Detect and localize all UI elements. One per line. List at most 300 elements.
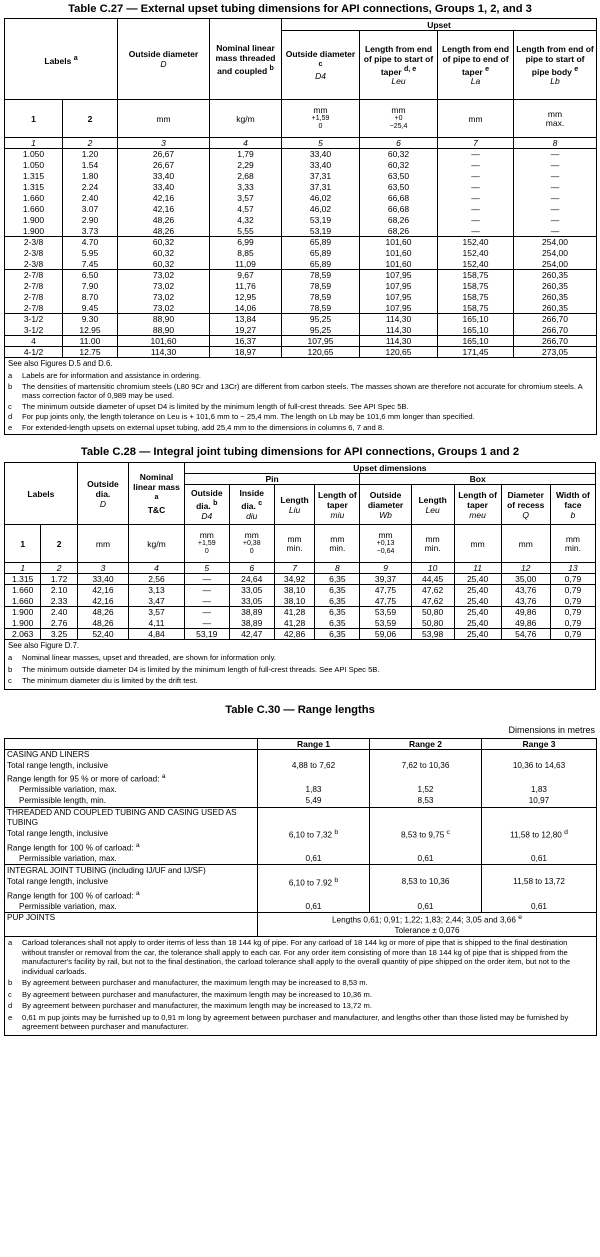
header-upset: Upset [282, 19, 597, 31]
row-label: Total range length, inclusive [5, 760, 258, 771]
table-row [5, 160, 597, 171]
table-cell: 152,40 [438, 237, 514, 248]
table-cell: 158,75 [438, 292, 514, 303]
table-cell [482, 807, 597, 828]
table-cell: 2.76 [41, 618, 77, 629]
table-cell [258, 865, 370, 876]
footnote-text: Labels are for information and assistance in ordering. [22, 371, 201, 380]
table-cell: 0,79 [550, 596, 595, 607]
table-cell: 266,70 [514, 336, 597, 347]
table-row [5, 585, 596, 596]
column-number: 5 [282, 138, 360, 149]
table-cell: — [514, 171, 597, 182]
table-row [5, 248, 597, 259]
table-cell: 3,13 [129, 585, 185, 596]
table-cell: 3-1/2 [5, 314, 63, 325]
table-cell: 66,68 [360, 204, 438, 215]
table-row [5, 149, 597, 160]
table-cell: 1,52 [370, 785, 482, 796]
table-cell: 53,59 [360, 618, 411, 629]
table-row [5, 303, 597, 314]
table-cell: 273,05 [514, 347, 597, 358]
table-cell: — [184, 618, 229, 629]
column-number: 4 [129, 563, 185, 574]
table-c30-footnotes [5, 937, 597, 1036]
table-cell: 4,88 to 7,62 [258, 760, 370, 771]
footnote [8, 978, 593, 988]
header-range-1: Range 1 [258, 738, 370, 749]
table-cell: 254,00 [514, 248, 597, 259]
table-cell: 53,19 [282, 226, 360, 237]
table-cell: 3,57 [129, 607, 185, 618]
table-cell: 260,35 [514, 303, 597, 314]
table-cell: 14,06 [210, 303, 282, 314]
table-cell: 114,30 [360, 325, 438, 336]
table-cell: 33,40 [282, 160, 360, 171]
table-cell: 0,79 [550, 574, 595, 585]
footnote [8, 1013, 593, 1032]
pup-joints-values: Lengths 0,61; 0,91; 1,22; 1,83; 2,44; 3,05 and 3,66 $^e$ Tolerance ± 0,076 [258, 913, 597, 937]
table-cell [370, 772, 482, 785]
footnote-text: The minimum outside diameter D4 is limited by the minimum length of full-crest threads. See API Spec 5B. [22, 664, 380, 674]
table-cell: 68,26 [360, 215, 438, 226]
table-cell: 4-1/2 [5, 347, 63, 358]
table-cell: 1.315 [5, 182, 63, 193]
table-cell: 107,95 [360, 281, 438, 292]
column-number: 13 [550, 563, 595, 574]
table-cell: 2-7/8 [5, 270, 63, 281]
table-cell: 60,32 [118, 259, 210, 270]
table-cell: 0,79 [550, 585, 595, 596]
table-row [5, 596, 596, 607]
footnote [8, 1001, 593, 1011]
table-row [5, 237, 597, 248]
table-cell: 26,67 [118, 160, 210, 171]
table-cell: 3,57 [210, 193, 282, 204]
table-cell: 41,28 [274, 607, 315, 618]
column-number: 7 [274, 563, 315, 574]
see-also: See also Figure D.7. [8, 641, 80, 650]
header-lb: Length from end of pipe to start of pipe body $^e$ Lb [514, 31, 597, 100]
table-cell [370, 807, 482, 828]
table-cell: 60,32 [360, 149, 438, 160]
table-row [5, 314, 597, 325]
table-cell [370, 865, 482, 876]
table-row [5, 193, 597, 204]
footnote [8, 371, 593, 381]
table-cell: 11,76 [210, 281, 282, 292]
unit-col10: mm min. [411, 525, 454, 563]
table-cell: 1.660 [5, 596, 41, 607]
header-range-2: Range 2 [370, 738, 482, 749]
table-cell: 78,59 [282, 303, 360, 314]
header-leu: Length from end of pipe to start of taper $^{d, e}$ Leu [360, 31, 438, 100]
table-row [5, 841, 597, 854]
table-cell: 25,40 [454, 618, 501, 629]
table-cell: 34,92 [274, 574, 315, 585]
column-number: 6 [360, 138, 438, 149]
column-number: 8 [315, 563, 360, 574]
table-cell: 78,59 [282, 292, 360, 303]
footnote-text: For pup joints only, the length tolerance on Leu is + 101,6 mm to − 25,4 mm. The length on Lb may be 101,6 mm longer than specified. [22, 412, 475, 421]
table-cell: 114,30 [360, 336, 438, 347]
table-cell: — [438, 149, 514, 160]
footnote-text: The minimum diameter diu is limited by the drift test. [22, 676, 198, 685]
header-upset-dimensions: Upset dimensions [184, 463, 595, 474]
table-cell [370, 749, 482, 760]
row-label: Total range length, inclusive [5, 828, 258, 841]
table-cell: — [438, 182, 514, 193]
table-cell: 11.00 [63, 336, 118, 347]
table-cell: 8,53 to 10,36 [370, 876, 482, 889]
unit-mm: mm [77, 525, 128, 563]
table-cell: 43,76 [501, 596, 550, 607]
footnote-text: By agreement between purchaser and manufacturer, the maximum length may be increased to 13,72 m. [22, 1001, 372, 1011]
table-cell: 1.315 [5, 171, 63, 182]
row-label: Range length for 100 % of carload: $^a$ [5, 889, 258, 902]
table-cell: 0,61 [370, 902, 482, 913]
table-cell: 0,61 [482, 902, 597, 913]
unit-leu: mm +0 −25,4 [360, 100, 438, 138]
table-cell: 42,47 [229, 629, 274, 640]
table-cell: 6,10 to 7,32 $^b$ [258, 828, 370, 841]
table-row [5, 336, 597, 347]
table-cell: 3.25 [41, 629, 77, 640]
row-label: Range length for 100 % of carload: $^a$ [5, 841, 258, 854]
footnote [8, 402, 593, 412]
table-cell: — [184, 596, 229, 607]
table-cell: 12.95 [63, 325, 118, 336]
table-cell: 1.315 [5, 574, 41, 585]
table-cell: 65,89 [282, 237, 360, 248]
table-cell: 152,40 [438, 259, 514, 270]
table-cell: 0,79 [550, 607, 595, 618]
table-cell: 12.75 [63, 347, 118, 358]
table-cell: — [184, 585, 229, 596]
table-cell: 42,16 [77, 596, 128, 607]
table-cell: 1.80 [63, 171, 118, 182]
footnote [8, 665, 592, 675]
table-row [5, 226, 597, 237]
table-row [5, 785, 597, 796]
unit-col6: mm +0,38 0 [229, 525, 274, 563]
table-row [5, 270, 597, 281]
header-pin-od: Outside dia. $^b$ D4 [184, 485, 229, 525]
table-row [5, 629, 596, 640]
table-cell: 9.45 [63, 303, 118, 314]
table-cell: 254,00 [514, 259, 597, 270]
table-cell: 101,60 [360, 259, 438, 270]
footnote-marker: d [8, 1001, 13, 1011]
footnote-text: For extended-length upsets on external upset tubing, add 25,4 mm to the dimensions in columns 6, 7 and 8. [22, 422, 385, 432]
table-cell: 38,10 [274, 585, 315, 596]
column-number: 4 [210, 138, 282, 149]
table-cell: 1.660 [5, 204, 63, 215]
table-cell: 8,53 to 9,75 $^c$ [370, 828, 482, 841]
table-cell: 6.50 [63, 270, 118, 281]
column-number: 10 [411, 563, 454, 574]
row-label: Permissible length, min. [5, 796, 258, 807]
table-cell: 152,40 [438, 248, 514, 259]
table-cell: 88,90 [118, 314, 210, 325]
row-label: Permissible variation, max. [5, 902, 258, 913]
table-cell: 1.050 [5, 149, 63, 160]
table-row [5, 807, 597, 828]
footnote [8, 412, 593, 422]
table-cell: 1.660 [5, 193, 63, 204]
table-cell: 11,09 [210, 259, 282, 270]
table-cell: 10,36 to 14,63 [482, 760, 597, 771]
row-label: INTEGRAL JOINT TUBING (including IJ/UF and IJ/SF) [5, 865, 258, 876]
table-cell: 6,99 [210, 237, 282, 248]
table-cell: 60,32 [118, 237, 210, 248]
table-row [5, 876, 597, 889]
row-label: CASING AND LINERS [5, 749, 258, 760]
table-cell: 95,25 [282, 314, 360, 325]
table-row [5, 607, 596, 618]
table-c30-title: Table C.30 — Range lengths [225, 703, 375, 716]
table-cell: — [184, 574, 229, 585]
table-cell: 19,27 [210, 325, 282, 336]
table-cell: 59,06 [360, 629, 411, 640]
column-number: 5 [184, 563, 229, 574]
table-cell: — [438, 171, 514, 182]
table-cell: 1.900 [5, 226, 63, 237]
table-cell: — [438, 193, 514, 204]
table-cell: 107,95 [282, 336, 360, 347]
unit-col8: mm min. [315, 525, 360, 563]
table-cell: 49,86 [501, 618, 550, 629]
table-row [5, 574, 596, 585]
table-cell: 18,97 [210, 347, 282, 358]
table-cell: 1.900 [5, 215, 63, 226]
table-cell: 114,30 [360, 314, 438, 325]
unit-col13: mm min. [550, 525, 595, 563]
column-number: 1 [5, 138, 63, 149]
table-cell: 254,00 [514, 237, 597, 248]
units-caption: Dimensions in metres [508, 724, 595, 735]
table-cell: 2.063 [5, 629, 41, 640]
table-cell: — [438, 215, 514, 226]
table-row [5, 865, 597, 876]
table-cell: 101,60 [118, 336, 210, 347]
table-cell: 158,75 [438, 303, 514, 314]
table-cell: 1,79 [210, 149, 282, 160]
footnote-marker: a [8, 371, 13, 380]
footnote-marker: c [8, 401, 12, 411]
table-cell: 4.70 [63, 237, 118, 248]
table-cell: 42,16 [118, 204, 210, 215]
table-cell: 88,90 [118, 325, 210, 336]
table-cell: 260,35 [514, 270, 597, 281]
table-cell: 1.72 [41, 574, 77, 585]
unit-mm: mm [118, 100, 210, 138]
table-cell: 4,32 [210, 215, 282, 226]
table-cell: 63,50 [360, 182, 438, 193]
table-cell [258, 749, 370, 760]
footnote-text: 0,61 m pup joints may be furnished up to 0,91 m long by agreement between purchaser and manufacturer, and lengths other than those listed may be furnished by agreement between purchaser and manufacturer. [22, 1012, 569, 1032]
column-number: 6 [229, 563, 274, 574]
table-cell: 101,60 [360, 248, 438, 259]
table-row [5, 889, 597, 902]
table-cell: 165,10 [438, 336, 514, 347]
table-row [5, 347, 597, 358]
table-row [5, 772, 597, 785]
table-c27 [4, 18, 597, 435]
table-row [5, 292, 597, 303]
header-labels: Labels $^a$ [5, 19, 118, 100]
header-box-od: Outside diameter Wb [360, 485, 411, 525]
header-pin-length: Length Liu [274, 485, 315, 525]
table-cell: 0,61 [258, 902, 370, 913]
table-cell: 60,32 [360, 160, 438, 171]
table-cell: 26,67 [118, 149, 210, 160]
table-cell: 101,60 [360, 237, 438, 248]
table-cell: 25,40 [454, 629, 501, 640]
table-cell: 2-3/8 [5, 259, 63, 270]
table-row [5, 796, 597, 807]
table-row [5, 760, 597, 771]
footnote-marker: b [8, 664, 13, 674]
header-box-taper: Length of taper meu [454, 485, 501, 525]
column-number: 3 [77, 563, 128, 574]
header-label-1: 1 [5, 525, 41, 563]
table-cell: 78,59 [282, 270, 360, 281]
table-cell: 266,70 [514, 325, 597, 336]
table-cell [482, 865, 597, 876]
table-cell: 52,40 [77, 629, 128, 640]
footnote-text: By agreement between purchaser and manufacturer, the maximum length may be increased to 10,36 m. [22, 989, 372, 999]
table-cell: 11,58 to 13,72 [482, 876, 597, 889]
unit-col7: mm min. [274, 525, 315, 563]
table-cell: 9.30 [63, 314, 118, 325]
table-cell: 48,26 [77, 607, 128, 618]
table-cell: — [514, 215, 597, 226]
see-also: See also Figures D.5 and D.6. [8, 359, 113, 368]
table-cell [258, 889, 370, 902]
table-cell: 78,59 [282, 281, 360, 292]
table-cell: 1,83 [258, 785, 370, 796]
table-row [5, 749, 597, 760]
table-cell [258, 807, 370, 828]
row-label: Range length for 95 % or more of carload: $^a$ [5, 772, 258, 785]
table-cell: 54,76 [501, 629, 550, 640]
table-cell: 2.10 [41, 585, 77, 596]
table-c27-footnotes [5, 358, 597, 435]
table-cell: 0,61 [482, 853, 597, 864]
header-range-3: Range 3 [482, 738, 597, 749]
table-cell: — [184, 607, 229, 618]
table-row [5, 853, 597, 864]
table-cell: 6,35 [315, 607, 360, 618]
table-cell: 6,35 [315, 574, 360, 585]
table-cell: 53,59 [360, 607, 411, 618]
footnote-marker: a [8, 938, 13, 948]
table-cell: 33,40 [118, 182, 210, 193]
table-cell: 66,68 [360, 193, 438, 204]
table-cell: 7.90 [63, 281, 118, 292]
table-cell: — [514, 160, 597, 171]
table-cell: 2,68 [210, 171, 282, 182]
table-cell: — [514, 204, 597, 215]
table-cell: 2-3/8 [5, 237, 63, 248]
table-cell: 2.40 [41, 607, 77, 618]
table-cell: 2.24 [63, 182, 118, 193]
table-cell: — [514, 149, 597, 160]
table-cell: 1.900 [5, 607, 41, 618]
table-row [5, 204, 597, 215]
footnote [8, 990, 593, 1000]
table-cell: 33,05 [229, 585, 274, 596]
table-cell: 2.90 [63, 215, 118, 226]
row-label: THREADED AND COUPLED TUBING AND CASING USED AS TUBING [5, 807, 258, 828]
column-number: 7 [438, 138, 514, 149]
table-cell: 65,89 [282, 259, 360, 270]
footnote-text: Nominal linear masses, upset and threaded, are shown for information only. [22, 653, 276, 662]
table-cell: 50,80 [411, 618, 454, 629]
header-outside-diameter: Outside diameter D [118, 19, 210, 100]
table-row [5, 215, 597, 226]
table-cell: 0,61 [258, 853, 370, 864]
table-c28 [4, 462, 596, 690]
table-cell: 2-7/8 [5, 281, 63, 292]
table-cell: 165,10 [438, 314, 514, 325]
table-cell: 5.95 [63, 248, 118, 259]
table-cell: 43,76 [501, 585, 550, 596]
table-cell: 46,02 [282, 193, 360, 204]
table-cell: 25,40 [454, 585, 501, 596]
table-cell [482, 749, 597, 760]
row-label: Total range length, inclusive [5, 876, 258, 889]
footnote-text: By agreement between purchaser and manufacturer, the maximum length may be increased to 8,53 m. [22, 978, 368, 988]
table-cell: 120,65 [360, 347, 438, 358]
table-cell: 3.07 [63, 204, 118, 215]
table-cell: 60,32 [118, 248, 210, 259]
table-row [5, 618, 596, 629]
unit-col12: mm [501, 525, 550, 563]
table-cell: 158,75 [438, 270, 514, 281]
table-cell: 7,62 to 10,36 [370, 760, 482, 771]
header-blank [5, 738, 258, 749]
table-cell: 3.73 [63, 226, 118, 237]
table-cell: 48,26 [118, 215, 210, 226]
unit-col5: mm +1,59 0 [184, 525, 229, 563]
table-cell: 266,70 [514, 314, 597, 325]
header-la: Length from end of pipe to end of taper $^e$ La [438, 31, 514, 100]
table-row [5, 171, 597, 182]
header-box: Box [360, 474, 596, 485]
table-cell: 25,40 [454, 607, 501, 618]
unit-col11: mm [454, 525, 501, 563]
table-cell: 1.54 [63, 160, 118, 171]
table-cell: 39,37 [360, 574, 411, 585]
pup-joints-label: PUP JOINTS [5, 913, 258, 937]
footnote-marker: d [8, 412, 13, 421]
header-box-recess: Diameter of recess Q [501, 485, 550, 525]
table-cell: 260,35 [514, 292, 597, 303]
table-cell: 42,86 [274, 629, 315, 640]
footnote-marker: b [8, 381, 13, 391]
footnote-marker: e [8, 422, 13, 432]
table-cell: 48,26 [77, 618, 128, 629]
table-cell: 38,89 [229, 618, 274, 629]
table-c30 [4, 738, 597, 1036]
table-cell: — [514, 226, 597, 237]
column-number: 12 [501, 563, 550, 574]
row-label: Permissible variation, max. [5, 785, 258, 796]
table-row [5, 325, 597, 336]
row-label: Permissible variation, max. [5, 853, 258, 864]
